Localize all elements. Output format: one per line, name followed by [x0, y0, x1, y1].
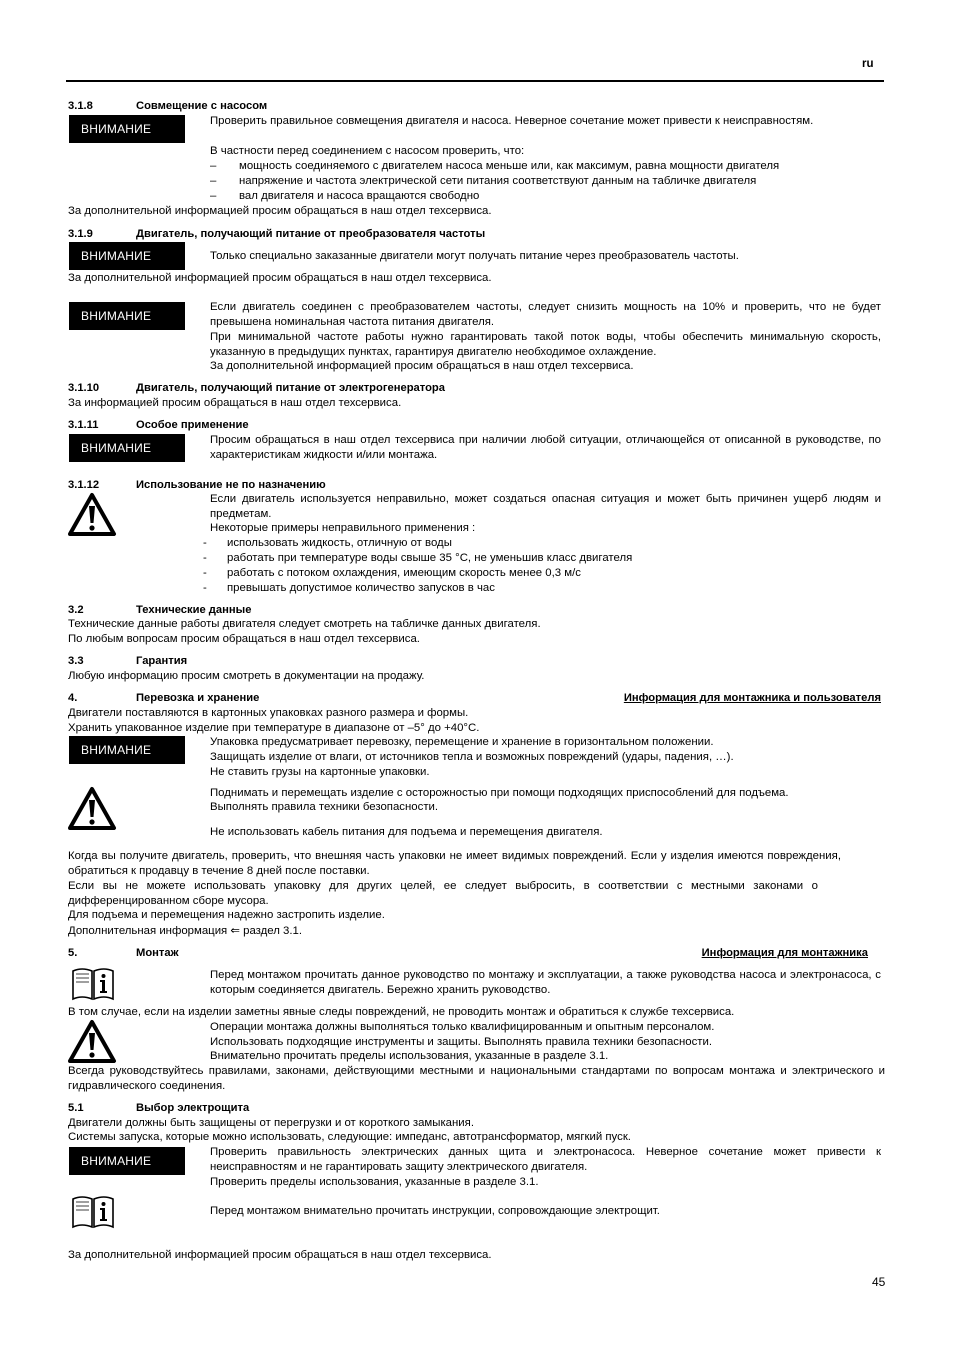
section-number: 3.1.10	[68, 382, 100, 394]
paragraph: Некоторые примеры неправильного применения :	[210, 522, 476, 534]
section-title: Особое применение	[136, 419, 249, 431]
list-item: – мощность соединяемого с двигателем насоса меньше или, как максимум, равна мощности двигателя	[210, 160, 780, 172]
paragraph: В частности перед соединением с насосом проверить, что:	[210, 145, 525, 157]
section-title: Использование не по назначению	[136, 479, 326, 491]
audience-label: Информация для монтажника и пользователя	[623, 692, 881, 704]
paragraph: Для подъема и перемещения надежно застропить изделие.	[68, 909, 385, 921]
section-title: Гарантия	[136, 655, 188, 667]
warning-badge: ВНИМАНИЕ	[69, 242, 185, 270]
warning-badge: ВНИМАНИЕ	[69, 115, 185, 143]
paragraph: Упаковка предусматривает перевозку, перемещение и хранение в горизонтальном положении.	[210, 736, 714, 748]
paragraph: Только специально заказанные двигатели могут получать питание через преобразователь частоты.	[210, 250, 739, 262]
paragraph: При минимальной частоте работы нужно гарантировать такой поток воды, чтобы обеспечить минимальную скорость, указанную в предыдущих пунктах, гарантируя двигателю необходимое охлаждение.	[210, 331, 881, 358]
paragraph: Защищать изделие от влаги, от источников тепла и возможных повреждений (удары, падения, …).	[210, 751, 734, 763]
paragraph: Когда вы получите двигатель, проверить, что внешняя часть упаковки не имеет видимых повреждений. Если у изделия имеются повреждения, обратиться к продавцу в течение 8 дней после поставки.	[68, 850, 841, 877]
paragraph: Просим обращаться в наш отдел техсервиса при наличии любой ситуации, отличающейся от описанной в руководстве, по характеристикам жидкости и/или монтажа.	[210, 434, 881, 461]
paragraph: Проверить пределы использования, указанные в разделе 3.1.	[210, 1176, 539, 1188]
page-number: 45	[872, 1275, 886, 1289]
paragraph: В том случае, если на изделии заметны явные следы повреждений, не проводить монтаж и обратиться к службе техсервиса.	[68, 1006, 735, 1018]
paragraph: Технические данные работы двигателя следует смотреть на табличке данных двигателя.	[68, 618, 541, 630]
paragraph: Поднимать и перемещать изделие с осторожностью при помощи подходящих приспособлений для подъема.	[210, 787, 789, 799]
paragraph: За дополнительной информацией просим обращаться в наш отдел техсервиса.	[68, 1249, 492, 1261]
paragraph: За дополнительной информацией просим обращаться в наш отдел техсервиса.	[68, 272, 492, 284]
paragraph: Системы запуска, которые можно использовать, следующие: импеданс, автотрансформатор, мягкий пуск.	[68, 1131, 631, 1143]
section-number: 3.3	[68, 655, 84, 667]
paragraph: За дополнительной информацией просим обращаться в наш отдел техсервиса.	[210, 360, 634, 372]
warning-triangle-icon	[67, 1019, 117, 1064]
paragraph: Проверить правильное совмещения двигателя и насоса. Неверное сочетание может привести к неисправностям.	[210, 115, 814, 127]
list-item: – вал двигателя и насоса вращаются свободно	[210, 190, 480, 202]
section-number: 3.1.9	[68, 228, 93, 240]
header-rule	[66, 80, 884, 82]
warning-triangle-icon	[67, 786, 117, 831]
audience-label: Информация для монтажника	[701, 947, 868, 959]
paragraph: Всегда руководствуйтесь правилами, законами, действующими местными и национальными стандартами по вопросам монтажа и электрического и гидравлического соединения.	[68, 1065, 885, 1092]
paragraph: За дополнительной информацией просим обращаться в наш отдел техсервиса.	[68, 205, 492, 217]
section-title: Монтаж	[136, 947, 179, 959]
paragraph: За информацией просим обращаться в наш отдел техсервиса.	[68, 397, 402, 409]
section-number: 5.1	[68, 1102, 84, 1114]
section-title: Совмещение с насосом	[136, 100, 268, 112]
read-manual-icon	[71, 965, 115, 1001]
list-item: - превышать допустимое количество запусков в час	[203, 582, 495, 594]
section-number: 3.1.11	[68, 419, 99, 431]
paragraph: Дополнительная информация ⇐ раздел 3.1.	[68, 925, 303, 937]
section-title: Перевозка и хранение	[136, 692, 260, 704]
paragraph: Перед монтажом прочитать данное руководство по монтажу и эксплуатации, а также руководства насоса и электронасоса, с которым соединяется двигатель. Бережно хранить руководство.	[210, 969, 881, 996]
paragraph: Операции монтажа должны выполняться только квалифицированным и опытным персоналом.	[210, 1021, 715, 1033]
paragraph: Двигатели должны быть защищены от перегрузки и от короткого замыкания.	[68, 1117, 475, 1129]
list-item: - работать при температуре воды свыше 35 °C, не уменьшив класс двигателя	[203, 552, 633, 564]
bullet-list	[203, 536, 632, 596]
bullet-list	[210, 159, 779, 204]
list-item: - использовать жидкость, отличную от воды	[203, 537, 452, 549]
paragraph: По любым вопросам просим обращаться в наш отдел техсервиса.	[68, 633, 420, 645]
paragraph: Любую информацию просим смотреть в документации на продажу.	[68, 670, 425, 682]
paragraph: Двигатели поставляются в картонных упаковках разного размера и формы.	[68, 707, 469, 719]
warning-badge: ВНИМАНИЕ	[69, 1147, 185, 1175]
list-item: – напряжение и частота электрической сети питания соответствуют данным на табличке двигателя	[210, 175, 757, 187]
list-item: - работать с потоком охлаждения, имеющим скорость менее 0,3 м/с	[203, 567, 581, 579]
read-manual-icon	[71, 1193, 115, 1229]
warning-badge: ВНИМАНИЕ	[69, 434, 185, 462]
language-code: ru	[862, 58, 874, 70]
section-number: 3.1.8	[68, 100, 93, 112]
paragraph: Хранить упакованное изделие при температуре в диапазоне от –5° до +40°C.	[68, 722, 480, 734]
warning-badge: ВНИМАНИЕ	[69, 302, 185, 330]
section-title: Двигатель, получающий питание от преобразователя частоты	[136, 228, 486, 240]
paragraph: Если вы не можете использовать упаковку для других целей, ее следует выбросить, в соответствии с местными законами о дифференцированном сборе мусора.	[68, 880, 818, 907]
paragraph: Если двигатель используется неправильно, может создаться опасная ситуация и может быть причинен ущерб людям и предметам.	[210, 493, 881, 520]
paragraph: Если двигатель соединен с преобразователем частоты, следует снизить мощность на 10% и проверить, что не будет превышена номинальная частота питания двигателя.	[210, 301, 881, 328]
section-number: 5.	[68, 947, 78, 959]
section-number: 3.1.12	[68, 479, 100, 491]
paragraph: Выполнять правила техники безопасности.	[210, 801, 439, 813]
paragraph: Использовать подходящие инструменты и защиты. Выполнять правила техники безопасности.	[210, 1036, 713, 1048]
warning-triangle-icon	[67, 492, 117, 537]
section-title: Выбор электрощита	[136, 1102, 250, 1114]
paragraph: Перед монтажом внимательно прочитать инструкции, сопровождающие электрощит.	[210, 1205, 660, 1217]
section-title: Двигатель, получающий питание от электрогенератора	[136, 382, 445, 394]
paragraph: Внимательно прочитать пределы использования, указанные в разделе 3.1.	[210, 1050, 609, 1062]
paragraph: Проверить правильность электрических данных щита и электронасоса. Неверное сочетание может привести к неисправностям и не гарантировать защиту электрического двигателя.	[210, 1146, 881, 1173]
section-number: 3.2	[68, 604, 84, 616]
paragraph: Не ставить грузы на картонные упаковки.	[210, 766, 430, 778]
section-title: Технические данные	[136, 604, 252, 616]
paragraph: Не использовать кабель питания для подъема и перемещения двигателя.	[210, 826, 603, 838]
section-number: 4.	[68, 692, 78, 704]
warning-badge: ВНИМАНИЕ	[69, 736, 185, 764]
